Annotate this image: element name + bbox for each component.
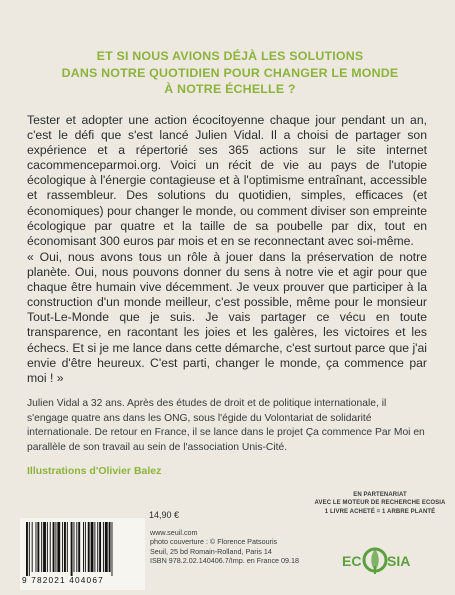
barcode-bar bbox=[99, 522, 101, 572]
headline bbox=[60, 48, 400, 98]
barcode-number: 9 782021 404067 bbox=[22, 575, 104, 585]
publisher-info bbox=[150, 528, 330, 566]
ecosia-logo-right: SIA bbox=[387, 553, 411, 569]
partner-line-3: 1 LIVRE ACHETÉ = 1 ARBRE PLANTÉ bbox=[324, 508, 436, 515]
barcode-bar bbox=[112, 522, 113, 576]
partner-notice bbox=[305, 491, 455, 516]
headline-line-3: À NOTRE ÉCHELLE ? bbox=[164, 82, 296, 96]
price: 14,90 € bbox=[149, 510, 180, 520]
barcode-bar bbox=[94, 522, 95, 572]
publisher-website: www.seuil.com bbox=[150, 528, 198, 537]
barcode-bar bbox=[50, 522, 51, 572]
barcode-bar bbox=[105, 522, 108, 572]
barcode-bar bbox=[97, 522, 98, 572]
partner-line-2: AVEC LE MOTEUR DE RECHERCHE ECOSIA bbox=[314, 500, 446, 507]
photo-credit: photo couverture : © Florence Patsouris bbox=[150, 537, 278, 547]
barcode-bar bbox=[67, 522, 68, 572]
barcode-bar bbox=[91, 522, 94, 572]
barcode-bar bbox=[26, 522, 28, 576]
headline-line-2: DANS NOTRE QUOTIDIEN POUR CHANGER LE MONDE bbox=[61, 65, 399, 80]
barcode-bar bbox=[71, 522, 73, 576]
barcode-bar bbox=[74, 522, 75, 572]
barcode-bar bbox=[43, 522, 46, 572]
barcode-bar bbox=[55, 522, 56, 572]
isbn-line: ISBN 978.2.02.140406.7/Imp. en France 09.18 bbox=[150, 556, 300, 566]
barcode-bar bbox=[76, 522, 77, 572]
barcode-bar bbox=[37, 522, 39, 572]
barcode-bar bbox=[109, 522, 111, 572]
barcode bbox=[20, 518, 145, 590]
barcode-bar bbox=[62, 522, 63, 572]
barcode-bar bbox=[57, 522, 60, 572]
barcode-bar bbox=[88, 522, 90, 572]
barcode-bar bbox=[32, 522, 33, 572]
barcode-bar bbox=[41, 522, 42, 572]
barcode-bar bbox=[53, 522, 55, 572]
barcode-bar bbox=[64, 522, 66, 572]
barcode-bar bbox=[78, 522, 80, 572]
partner-line-1: EN PARTENARIAT bbox=[353, 492, 407, 498]
barcode-bar bbox=[36, 522, 37, 572]
barcode-bars-icon bbox=[26, 522, 138, 576]
ecosia-logo-icon bbox=[340, 534, 411, 590]
barcode-bar bbox=[85, 522, 86, 572]
barcode-bar bbox=[103, 522, 104, 572]
quote-paragraph: « Oui, nous avons tous un rôle à jouer dans la préservation de notre planète. Oui, nous pouvons donner du sens à notre vie et agir pour que chaque être humain vive décemment. Je veux prouver que participer à la construction d'un monde meilleur, c'est possible, même pour le monsieur Tout-Le-Monde que je suis. Je vais partager ce vécu en toute transparence, en racontant les joies et les galères, les victoires et les échecs. Et si je me lance dans cette démarche, c'est surtout parce que j'ai envie d'être heureux. C'est parti, changer le monde, ça commence par moi ! » bbox=[27, 250, 427, 385]
intro-paragraph: Tester et adopter une action écocitoyenne chaque jour pendant un an, c'est le défi que s'est lancé Julien Vidal. Il a choisi de partager son expérience et a répertorié ses 365 actions sur le site internet cacommenceparmoi.org. Voici un récit de vie au pays de l'utopie écologique à l'énergie contagieuse et à l'optimisme entraînant, accessible et rassembleur. Des solutions du quotidien, simples, efficaces (et économiques) pour changer le monde, ou comment diviser son empreinte écologique par quatre et la taille de sa poubelle par dix, tout en économisant 300 euros par mois et en se reconnectant avec soi-même. bbox=[27, 113, 427, 248]
publisher-address: Seuil, 25 bd Romain-Rolland, Paris 14 bbox=[150, 546, 272, 556]
barcode-bar bbox=[29, 522, 30, 576]
author-bio: Julien Vidal a 32 ans. Après des études de droit et de politique internationale, il s'engage quatre ans dans les ONG, sous l'égide du Volontariat de solidarité internationale. De retour en France, il se lance dans le projet Ça commence Par Moi en parallèle de son travail au sein de l'association Unis-Cité. bbox=[27, 398, 425, 453]
illustrations-credit: Illustrations d'Olivier Balez bbox=[27, 465, 162, 477]
barcode-bar bbox=[47, 522, 48, 572]
headline-line-1: ET SI NOUS AVIONS DÉJÀ LES SOLUTIONS bbox=[96, 49, 364, 63]
barcode-bar bbox=[83, 522, 84, 572]
ecosia-logo-left: EC bbox=[342, 553, 362, 569]
